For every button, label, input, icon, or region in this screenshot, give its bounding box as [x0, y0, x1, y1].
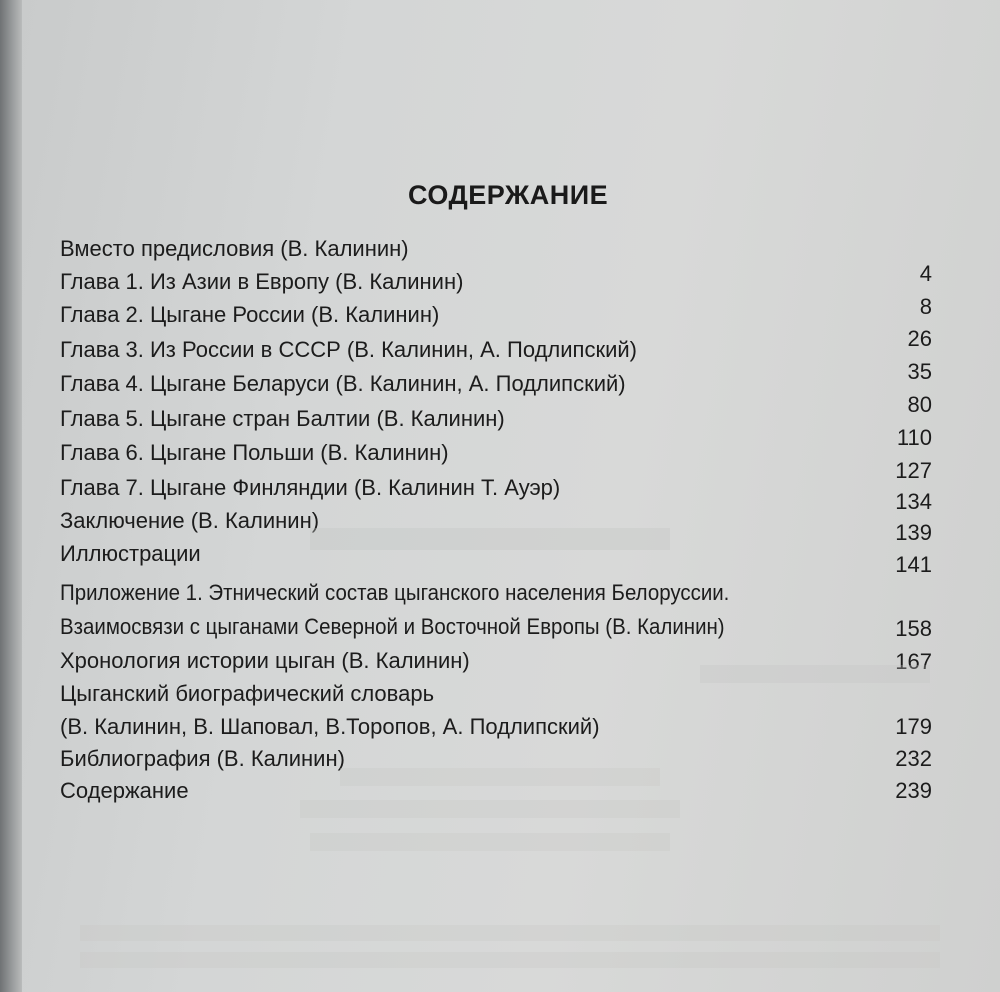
toc-page-number: 127: [895, 458, 932, 483]
toc-page-number: 239: [895, 778, 932, 803]
toc-entry: Глава 6. Цыгане Польши (В. Калинин): [60, 440, 449, 465]
toc-entry: Глава 7. Цыгане Финляндии (В. Калинин Т. Ауэр): [60, 475, 561, 500]
toc-entry: Вместо предисловия (В. Калинин): [60, 236, 409, 261]
toc-page-number: 26: [907, 326, 932, 351]
toc-entry: (В. Калинин, В. Шаповал, В.Торопов, А. Подлипский): [60, 714, 600, 739]
toc-page-number: 167: [895, 649, 932, 674]
toc-entry: Приложение 1. Этнический состав цыганского населения Белоруссии.: [60, 580, 730, 605]
toc-entry: Глава 3. Из России в СССР (В. Калинин, А. Подлипский): [60, 337, 637, 362]
show-through-line: [310, 528, 670, 550]
toc-entry: Глава 2. Цыгане России (В. Калинин): [60, 302, 440, 327]
toc-entry: Библиография (В. Калинин): [60, 746, 345, 771]
toc-page-number: 179: [895, 714, 932, 739]
toc-entry: Хронология истории цыган (В. Калинин): [60, 648, 470, 673]
toc-page-number: 141: [895, 552, 932, 577]
toc-entry: Глава 5. Цыгане стран Балтии (В. Калинин): [60, 406, 505, 431]
toc-entry: Заключение (В. Калинин): [60, 508, 320, 533]
toc-page-number: 158: [895, 616, 932, 641]
show-through-line: [310, 833, 670, 851]
toc-page-number: 80: [907, 392, 932, 417]
toc-entry: Глава 1. Из Азии в Европу (В. Калинин): [60, 269, 464, 294]
toc-entry: Цыганский биографический словарь: [60, 681, 435, 706]
toc-page-number: 4: [919, 261, 932, 286]
toc-page-number: 134: [895, 489, 932, 514]
toc-page-number: 35: [907, 359, 932, 384]
show-through-line: [700, 665, 930, 683]
show-through-line: [340, 768, 660, 786]
show-through-line: [300, 800, 680, 818]
show-through-line: [80, 952, 940, 968]
toc-entry: Содержание: [60, 778, 189, 803]
toc-entry: Взаимосвязи с цыганами Северной и Восточной Европы (В. Калинин): [60, 614, 725, 639]
toc-entry: Иллюстрации: [60, 541, 201, 566]
toc-page-number: 232: [895, 746, 932, 771]
toc-page-number: 110: [896, 425, 932, 450]
toc-page-number: 8: [919, 294, 932, 319]
show-through-line: [80, 925, 940, 941]
toc-page-number: 139: [895, 520, 932, 545]
toc-entry: Глава 4. Цыгане Беларуси (В. Калинин, А. Подлипский): [60, 371, 626, 396]
page-title: СОДЕРЖАНИЕ: [408, 180, 609, 210]
